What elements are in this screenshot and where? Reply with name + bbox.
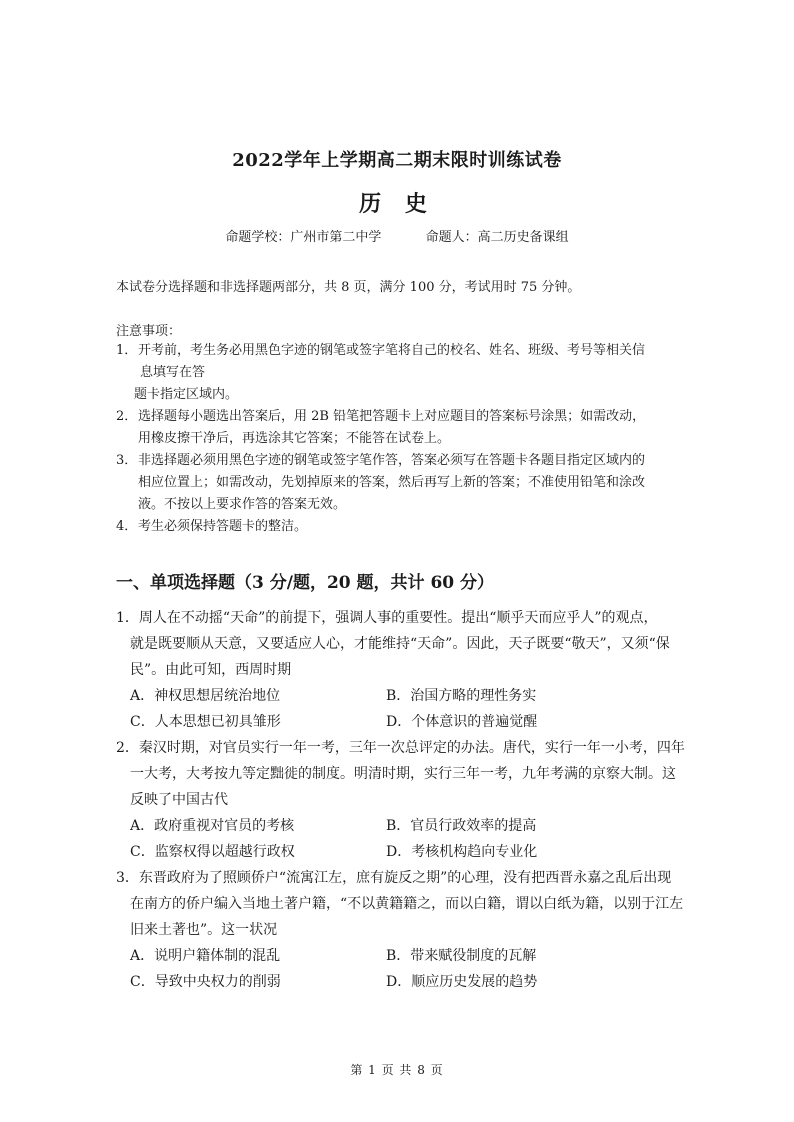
question-line: 民”。由此可知，西周时期 bbox=[130, 662, 292, 678]
question-line: 一大考，大考按九等定黜徙的制度。明清时期，实行三年一考，九年考满的京察大制。这 bbox=[130, 766, 676, 782]
note-number: 2． bbox=[116, 409, 138, 424]
question-line: 反映了中国古代 bbox=[130, 792, 228, 808]
note-item bbox=[116, 340, 688, 406]
exam-meta bbox=[0, 226, 794, 245]
note-line: 息填写在答 bbox=[140, 365, 206, 380]
option-d: D．个体意识的普遍觉醒 bbox=[386, 714, 538, 730]
question-line: 就是既要顺从天意，又要适应人心，才能维持“天命”。因此，天子既要“敬天”，又须“保 bbox=[130, 636, 670, 652]
question-item bbox=[116, 605, 688, 735]
options-grid bbox=[116, 943, 688, 995]
exam-intro: 本试卷分选择题和非选择题两部分，共 8 页，满分 100 分，考试用时 75 分钟。 bbox=[116, 280, 581, 295]
note-item bbox=[116, 406, 688, 450]
section-heading: 一、单项选择题（3 分/题，20 题，共计 60 分） bbox=[116, 573, 495, 593]
note-number: 4． bbox=[116, 519, 138, 534]
question-stem bbox=[116, 605, 688, 631]
notes-title: 注意事项： bbox=[116, 324, 182, 339]
note-line: 考生必须保持答题卡的整洁。 bbox=[138, 519, 308, 534]
question-item bbox=[116, 735, 688, 865]
question-line: 在南方的侨户编入当地土著户籍，“不以黄籍籍之，而以白籍，谓以白纸为籍，以别于江左 bbox=[130, 896, 684, 912]
school-label: 命题学校：广州市第二中学 bbox=[225, 230, 382, 245]
option-b: B．带来赋役制度的瓦解 bbox=[386, 948, 537, 964]
question-stem bbox=[116, 735, 688, 761]
options-grid bbox=[116, 683, 688, 735]
author-label: 命题人：高二历史备课组 bbox=[425, 230, 569, 245]
option-c: C．人本思想已初具雏形 bbox=[130, 714, 281, 730]
option-d: D．考核机构趋向专业化 bbox=[386, 844, 538, 860]
note-line: 液。不按以上要求作答的答案无效。 bbox=[138, 497, 347, 512]
options-grid bbox=[116, 813, 688, 865]
notes-list bbox=[116, 340, 688, 538]
question-line: 秦汉时期，对官员实行一年一考，三年一次总评定的办法。唐代，实行一年一小考，四年 bbox=[138, 740, 685, 756]
note-item bbox=[116, 450, 688, 516]
option-c: C．监察权得以超越行政权 bbox=[130, 844, 295, 860]
question-number: 1． bbox=[116, 610, 139, 626]
note-number: 3． bbox=[116, 453, 138, 468]
option-c: C．导致中央权力的削弱 bbox=[130, 974, 281, 990]
exam-title: 2022学年上学期高二期末限时训练试卷 bbox=[232, 150, 562, 171]
question-list bbox=[116, 605, 688, 995]
option-b: B．官员行政效率的提高 bbox=[386, 818, 537, 834]
option-d: D．顺应历史发展的趋势 bbox=[386, 974, 538, 990]
question-line: 周人在不动摇“天命”的前提下，强调人事的重要性。提出“顺乎天而应乎人”的观点， bbox=[138, 610, 658, 626]
page-footer: 第 1 页 共 8 页 bbox=[350, 1063, 444, 1077]
question-line: 旧来土著也”。这一状况 bbox=[130, 922, 278, 938]
question-stem bbox=[116, 865, 688, 891]
note-line: 开考前，考生务必用黑色字迹的钢笔或签字笔将自己的校名、姓名、班级、考号等相关信 bbox=[138, 343, 646, 358]
option-b: B．治国方略的理性务实 bbox=[386, 688, 537, 704]
note-number: 1． bbox=[116, 343, 138, 358]
question-item bbox=[116, 865, 688, 995]
note-line: 用橡皮擦干净后，再选涂其它答案；不能答在试卷上。 bbox=[138, 431, 451, 446]
note-line: 选择题每小题选出答案后，用 2B 铅笔把答题卡上对应题目的答案标号涂黑；如需改动， bbox=[138, 409, 646, 424]
question-line: 东晋政府为了照顾侨户“流寓江左，庶有旋反之期”的心理，没有把西晋永嘉之乱后出现 bbox=[138, 870, 672, 886]
subject-title: 历 史 bbox=[359, 191, 435, 217]
option-a: A．神权思想居统治地位 bbox=[130, 688, 281, 704]
option-a: A．说明户籍体制的混乱 bbox=[130, 948, 281, 964]
note-item bbox=[116, 516, 688, 538]
question-number: 3． bbox=[116, 870, 139, 886]
note-line: 非选择题必须用黑色字迹的钢笔或签字笔作答，答案必须写在答题卡各题目指定区域内的 bbox=[138, 453, 646, 468]
note-line: 相应位置上；如需改动，先划掉原来的答案，然后再写上新的答案；不准使用铅笔和涂改 bbox=[138, 475, 646, 490]
note-line: 题卡指定区域内。 bbox=[134, 387, 239, 402]
option-a: A．政府重视对官员的考核 bbox=[130, 818, 295, 834]
question-number: 2． bbox=[116, 740, 139, 756]
